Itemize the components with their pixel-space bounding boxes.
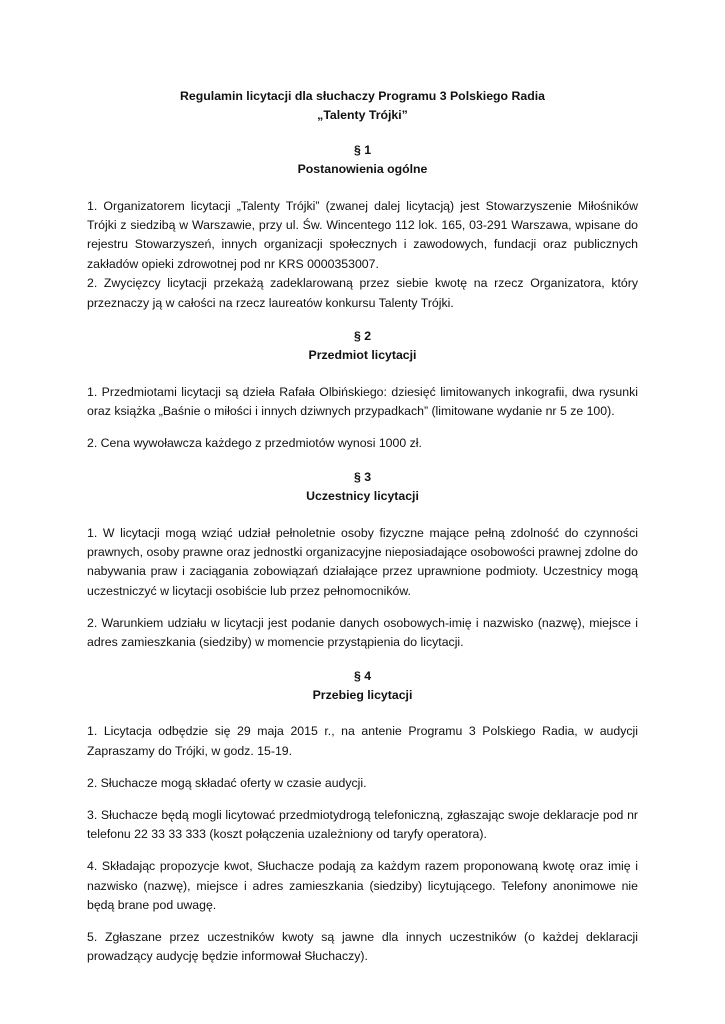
paragraph: 5. Zgłaszane przez uczestników kwoty są jawne dla innych uczestników (o każdej deklaracji prowadzący audycję będzie informował Słuchaczy). bbox=[87, 929, 638, 964]
paragraph: 1. W licytacji mogą wziąć udział pełnoletnie osoby fizyczne mające pełną zdolność do czynności prawnych, osoby prawne oraz jednostki organizacyjne nieposiadające osobowości prawnej zdolne do nabywania praw i zaciągania zobowiązań działające przez uprawnione podmioty. Uczestnicy mogą uczestniczyć w licytacji osobiście lub przez pełnomocników. bbox=[87, 525, 638, 598]
section-title: Postanowienia ogólne bbox=[297, 162, 428, 177]
title-line-2: „Talenty Trójki” bbox=[317, 108, 408, 123]
paragraph: 1. Przedmiotami licytacji są dzieła Rafała Olbińskiego: dziesięć limitowanych inkografii, dwa rysunki oraz książka „Baśnie o miłości i innych dziwnych przypadkach” (limitowane wydanie nr 5 ze 100). bbox=[87, 384, 638, 419]
paragraph: 1. Licytacja odbędzie się 29 maja 2015 r., na antenie Programu 3 Polskiego Radia, w audycji Zapraszamy do Trójki, w godz. 15-19. bbox=[87, 724, 638, 758]
section-heading bbox=[87, 141, 638, 180]
section-number: § 1 bbox=[353, 142, 372, 157]
paragraph: 2. Warunkiem udziału w licytacji jest podanie danych osobowych-imię i nazwisko (nazwę), miejsce i adres zamieszkania (siedziby) w momencie przystąpienia do licytacji. bbox=[87, 615, 638, 650]
section-title: Przebieg licytacji bbox=[312, 687, 413, 702]
section-2 bbox=[87, 327, 638, 454]
paragraph: 1. Organizatorem licytacji „Talenty Trójki” (zwanej dalej licytacją) jest Stowarzyszenie Miłośników Trójki z siedzibą w Warszawie, przy ul. Św. Wincentego 112 lok. 165, 03-291 Warszawa, wpisane do rejestru Stowarzyszeń, innych organizacji społecznych i zawodowych, fundacji oraz publicznych zakładów opieki zdrowotnej pod nr KRS 0000353007. bbox=[87, 198, 638, 271]
section-heading bbox=[87, 468, 638, 507]
paragraph: 3. Słuchacze będą mogli licytować przedmiotydrogą telefoniczną, zgłaszając swoje deklaracje pod nr telefonu 22 33 33 333 (koszt połączenia uzależniony od taryfy operatora). bbox=[87, 807, 638, 842]
section-number: § 2 bbox=[353, 329, 372, 344]
section-number: § 3 bbox=[353, 469, 372, 484]
section-heading bbox=[87, 667, 638, 706]
section-3 bbox=[87, 468, 638, 653]
title-line-1: Regulamin licytacji dla słuchaczy Programu 3 Polskiego Radia bbox=[180, 89, 545, 103]
section-number: § 4 bbox=[353, 668, 372, 683]
paragraph: 2. Cena wywoławcza każdego z przedmiotów wynosi 1000 zł. bbox=[87, 436, 422, 451]
section-4 bbox=[87, 667, 638, 967]
section-title: Przedmiot licytacji bbox=[308, 348, 417, 363]
paragraph: 2. Zwycięzcy licytacji przekażą zadeklarowaną przez siebie kwotę na rzecz Organizatora, który przeznaczy ją w całości na rzecz laureatów konkursu Talenty Trójki. bbox=[87, 276, 638, 310]
section-heading bbox=[87, 327, 638, 366]
section-1 bbox=[87, 141, 638, 313]
paragraph: 4. Składając propozycje kwot, Słuchacze podają za każdym razem proponowaną kwotę oraz imię i nazwisko (nazwę), miejsce i adres zamieszkania (siedziby) licytującego. Telefony anonimowe nie będą brane pod uwagę. bbox=[87, 859, 638, 912]
document-title bbox=[87, 87, 638, 126]
paragraph: 2. Słuchacze mogą składać oferty w czasie audycji. bbox=[87, 775, 367, 790]
section-title: Uczestnicy licytacji bbox=[306, 489, 419, 504]
